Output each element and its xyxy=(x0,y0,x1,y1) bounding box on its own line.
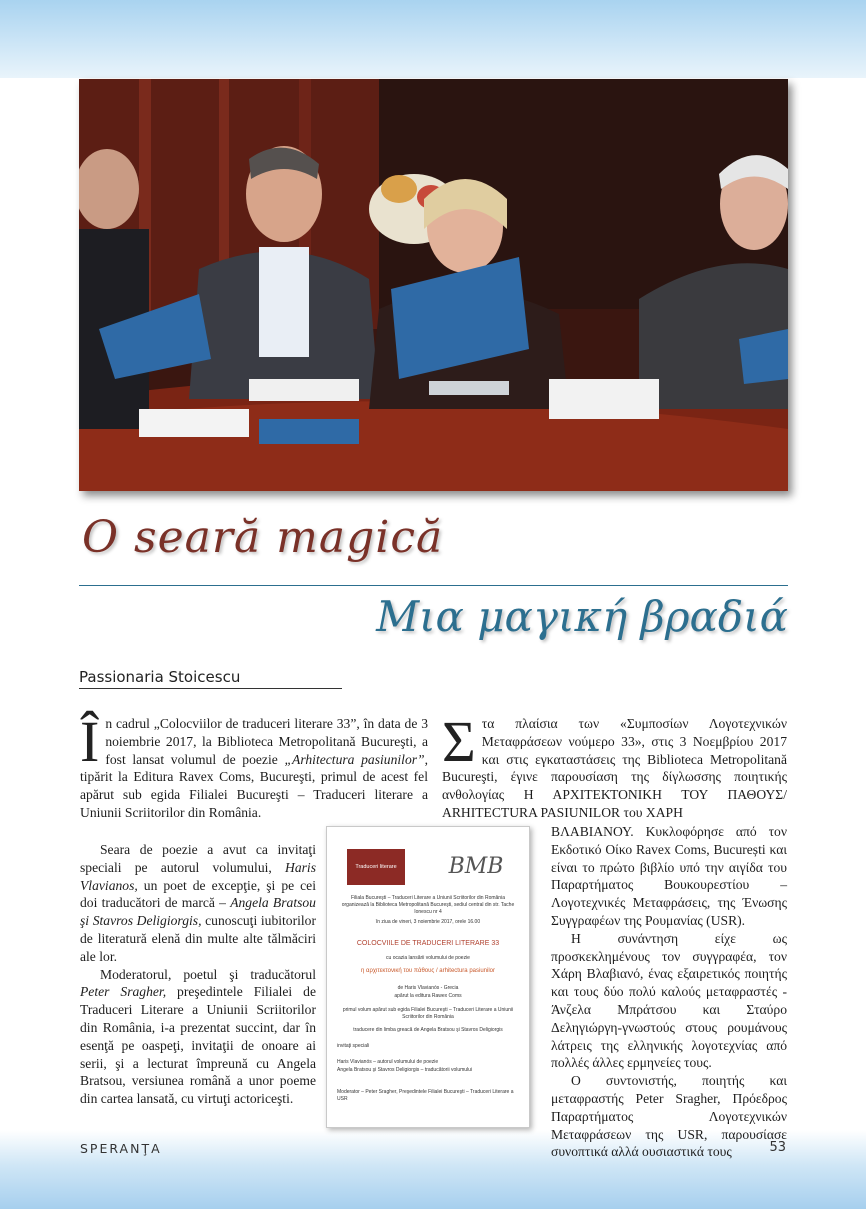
gr-p1-cont: ΒΛΑΒΙΑΝΟΥ. Κυκλοφόρησε από τον Εκδοτικό Οίκο Ravex Coms, București και είναι το πρώτο βιβλίο υπό την αιγίδα του Παραρτήματος Βουκουρεστίου – Λογοτεχνικές Μεταφράσεις, της Ένωσης Συγγραφέων της Ρουμανίας (USR). xyxy=(551,824,787,928)
poster-intro: Filiala Bucureşti – Traduceri Literare a Uniunii Scriitorilor din România organizează la Biblioteca Metropolitană Bucureşti, sediul central din str. Tache Ionescu nr 4 xyxy=(341,895,515,915)
poster-guest-1: Haris Vlavianós – autorul volumului de poezie xyxy=(337,1059,439,1065)
poster-occasion: cu ocazia lansării volumului de poezie xyxy=(386,955,470,961)
poster-moderator: Moderator – Peter Sragher, Preşedintele Filialei Bucureşti – Traduceri Literare a USR xyxy=(337,1089,514,1102)
ro-p2-b: un poet de excepţie, şi pe cei doi traducători de marcă – xyxy=(80,877,316,911)
event-poster xyxy=(326,826,530,1128)
dropcap-romanian: Î xyxy=(80,709,100,774)
poster-translation: traducere din limba greacă de Angela Bratsou şi Stavros Deligiorgis xyxy=(353,1027,503,1033)
dropcap-greek: Σ xyxy=(442,709,476,774)
poster-logo-traduceri: Traduceri literare xyxy=(347,849,405,885)
gr-p2: Η συνάντηση είχε ως προσκεκλημένους τον συγγραφέα, τον Χάρη Βλαβιανό, ένας εξαιρετικός ποιητής και τους δύο πολύ καλούς μεταφραστές - Άνζελα Μπράτσου και Σταύρο Δεληγιώργη-γνωστούς στους ρουμάνους λάτρεις της ελληνικής λογοτεχνίας από πολλές άλλες ερμηνείες τους. xyxy=(551,930,787,1071)
poster-date: în ziua de vineri, 3 noiembrie 2017, orele 16.00 xyxy=(375,919,481,925)
title-greek: Μια μαγική βραδιά xyxy=(376,592,788,641)
poster-guest-2: Angela Bratsou şi Stavros Deligiorgis – traducătorii volumului xyxy=(337,1067,473,1073)
poster-publisher: apărut la editura Rawex Coms xyxy=(394,993,462,999)
gr-p3: Ο συντονιστής, ποιητής και μεταφραστής Peter Sragher, Πρόεδρος Παραρτήματος Λογοτεχνικών Μεταφράσεων της USR, παρουσίασε συνοπτικά αλλά ουσιαστικά τους xyxy=(551,1073,787,1160)
poster-author: de Haris Vlavianós - Grecia xyxy=(397,985,459,991)
ro-p1-end: , tipărit la Editura Ravex Coms, Bucureşti, primul de acest fel apărut sub egida Filialei Bucureşti – Traduceri literare a Uniunii Scriitorilor din România. xyxy=(80,751,428,820)
top-color-band xyxy=(0,0,866,78)
ro-p2-a: Seara de poezie a avut ca invitaţi speciali pe autorul volumului, xyxy=(80,842,316,875)
ro-p2-names: Angela Bratsou şi Stavros Deligiorgis, xyxy=(80,895,316,929)
ro-book-title: „Arhitectura pasiunilor” xyxy=(284,751,425,767)
ro-p3-name: Peter Sragher, xyxy=(80,984,167,1000)
ro-p2-c: cunoscuţi iubitorilor de literatură elenă din multe alte tălmăciri ale lor. xyxy=(80,913,316,964)
ro-p3-a: Moderatorul, poetul şi traducătorul xyxy=(100,966,316,982)
magazine-name: SPERANŢA xyxy=(80,1141,162,1156)
page-number: 53 xyxy=(769,1140,786,1155)
poster-first-volume: primul volum apărut sub egida Filialei Bucureşti – Traduceri Literare a Uniunii Scriitorilor din România xyxy=(342,1007,514,1020)
romanian-column-top xyxy=(80,709,428,822)
poster-guests-title: invitaţi speciali xyxy=(337,1043,370,1049)
poster-heading: COLOCVIILE DE TRADUCERI LITERARE 33 xyxy=(356,940,500,947)
greek-column-bottom xyxy=(551,823,787,1161)
author-name: Passionaria Stoicescu xyxy=(79,668,342,689)
ro-p3-b: preşedintele Filialei de Traduceri Literare a Uniunii Scriitorilor din România, i-a prezentat succint, dar în esenţă pe oaspeţi, invitaţii de onoare ai serii, şi a lecturat împreună cu Angela Bratsou, versiunea română a unor poeme din cartea lansată, cu virtuţi actoriceşti. xyxy=(80,984,316,1107)
event-photo xyxy=(79,79,788,491)
greek-column-top xyxy=(442,709,787,822)
poster-logo-bmb: BMB xyxy=(448,854,504,879)
title-rule xyxy=(79,585,788,586)
poster-book-title: η αρχιτεκτονική του πάθους / arhitectura pasiunilor xyxy=(360,968,495,974)
ro-p2-name: Haris Vlavianos, xyxy=(80,859,316,893)
title-romanian: O seară magică xyxy=(82,512,444,563)
gr-p1: τα πλαίσια των «Συμποσίων Λογοτεχνικών Μεταφράσεων νούμερο 33», στις 3 Νοεμβρίου 2017 και στις εγκαταστάσεις της Biblioteca Metropolitană Bucureşti, έγινε παρουσίαση της δίγλωσσης ποιητικής ανθολογίας Η ΑΡΧΙΤΕΚΤΟΝΙΚΗ ΤΟΥ ΠΑΘΟΥΣ/ ARHITECTURA PASIUNILOR του ΧΑΡΗ xyxy=(442,716,787,820)
ro-p1: n cadrul „Colocviilor de traduceri literare 33”, în data de 3 noiembrie 2017, la Biblioteca Metropolitană Bucureşti, a fost lansat volumul de poezie xyxy=(105,716,428,767)
romanian-column-bottom xyxy=(80,841,316,1108)
